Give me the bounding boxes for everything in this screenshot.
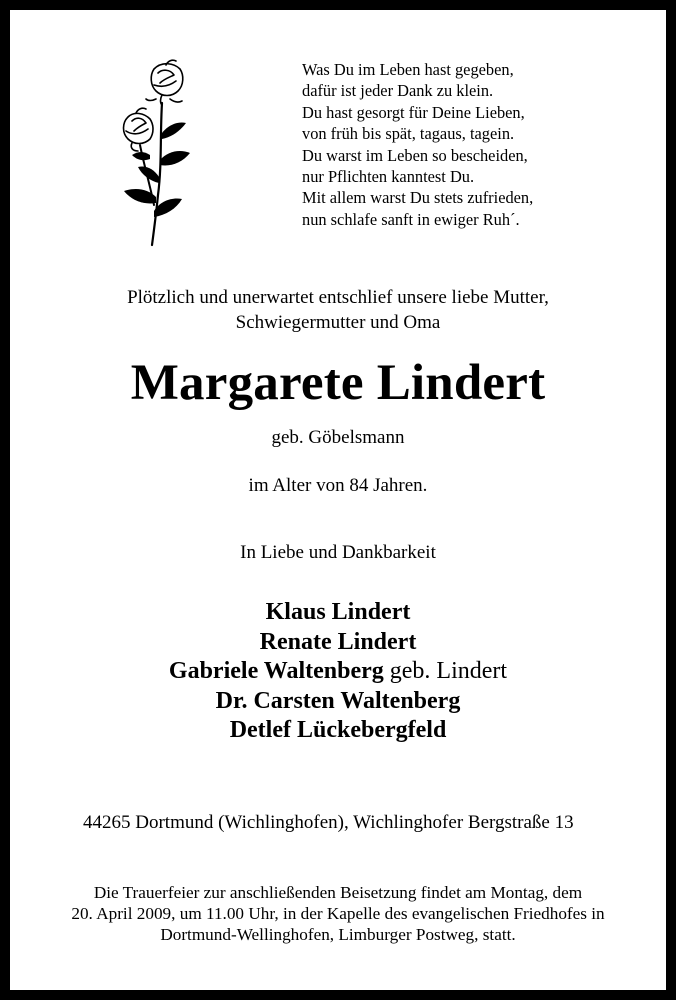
poem-line: nur Pflichten kanntest Du.: [302, 167, 475, 187]
address: 44265 Dortmund (Wichlinghofen), Wichlinghofer Bergstraße 13: [83, 812, 574, 833]
poem-line: Du warst im Leben so bescheiden,: [302, 145, 528, 165]
mourner-name: Gabriele Waltenberg: [168, 658, 384, 684]
mourner-name: Detlef Lückebergfeld: [229, 717, 447, 743]
poem-line: Was Du im Leben hast gegeben,: [302, 60, 514, 79]
funeral-notice: [10, 882, 666, 945]
mourner-name: Dr. Carsten Waltenberg: [215, 687, 461, 714]
mourners-list: [10, 598, 666, 746]
intro-text: [10, 285, 666, 335]
notice-line: Die Trauerfeier zur anschließenden Beisetzung findet am Montag, dem: [93, 883, 583, 902]
deceased-name: Margarete Lindert: [130, 355, 546, 411]
poem-line: von früh bis spät, tagaus, tagein.: [302, 124, 515, 144]
birth-name: geb. Göbelsmann: [271, 427, 405, 448]
poem-line: nun schlafe sanft in ewiger Ruh´.: [302, 209, 520, 229]
mourner: [10, 598, 666, 628]
notice-line: 20. April 2009, um 11.00 Uhr, in der Kapelle des evangelischen Friedhofes in: [71, 904, 605, 923]
poem-line: dafür ist jeder Dank zu klein.: [302, 81, 494, 101]
mourner-name: Renate Lindert: [259, 628, 417, 655]
mourner-name: Klaus Lindert: [265, 599, 411, 625]
mourner-suffix: geb. Lindert: [383, 658, 508, 684]
mourner: [10, 687, 666, 717]
mourner: [10, 716, 666, 746]
mourner: [10, 628, 666, 658]
rose-icon: [110, 55, 205, 250]
notice-line: Dortmund-Wellinghofen, Limburger Postweg, statt.: [160, 925, 516, 944]
poem-line: Mit allem warst Du stets zufrieden,: [302, 188, 534, 208]
gratitude-text: In Liebe und Dankbarkeit: [240, 542, 436, 563]
mourner: [10, 657, 666, 687]
obituary-card: [10, 10, 666, 990]
intro-line: Plötzlich und unerwartet entschlief unsere liebe Mutter,: [127, 287, 549, 308]
age-text: im Alter von 84 Jahren.: [248, 475, 428, 496]
poem: [302, 59, 533, 230]
intro-line: Schwiegermutter und Oma: [235, 312, 441, 333]
poem-line: Du hast gesorgt für Deine Lieben,: [302, 102, 525, 122]
